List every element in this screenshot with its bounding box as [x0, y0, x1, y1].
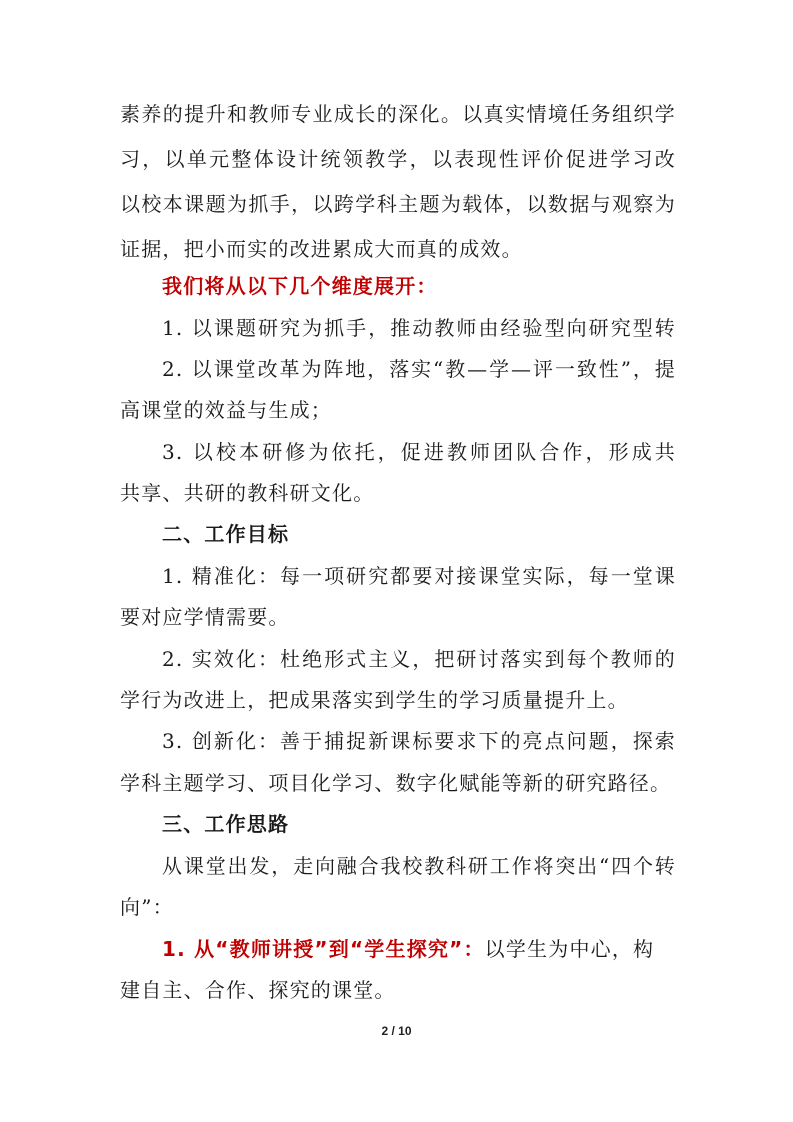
- shift-1-text: 以学生为中心，构: [484, 937, 655, 961]
- dimensions-heading: 我们将从以下几个维度展开：: [162, 274, 438, 298]
- page-number: 2 / 10: [381, 1024, 412, 1038]
- list-item-shift-1: [162, 934, 676, 964]
- section-title-approach: 三、工作思路: [162, 812, 290, 836]
- list-item-dimension-2: 2. 以课堂改革为阵地，落实“教—学—评一致性”，提: [162, 357, 676, 381]
- paragraph-line: 习，以单元整体设计统领教学，以表现性评价促进学习改: [120, 147, 676, 171]
- approach-intro: 从课堂出发，走向融合我校教科研工作将突出“四个转: [162, 854, 676, 878]
- list-item-goal-3-cont: 学科主题学习、项目化学习、数字化赋能等新的研究路径。: [120, 771, 672, 795]
- list-item-goal-1: 1. 精准化：每一项研究都要对接课堂实际，每一堂课: [162, 564, 676, 588]
- paragraph-line: 以校本课题为抓手，以跨学科主题为载体，以数据与观察为: [120, 192, 676, 216]
- list-item-goal-2-cont: 学行为改进上，把成果落实到学生的学习质量提升上。: [120, 688, 629, 712]
- list-item-shift-1-cont: 建自主、合作、探究的课堂。: [120, 978, 396, 1002]
- list-item-dimension-3: 3. 以校本研修为依托，促进教师团队合作，形成共: [162, 440, 676, 464]
- section-title-goals: 二、工作目标: [162, 522, 290, 546]
- list-item-dimension-3-cont: 共享、共研的教科研文化。: [120, 481, 375, 505]
- list-item-goal-2: 2. 实效化：杜绝形式主义，把研讨落实到每个教师的: [162, 647, 676, 671]
- list-item-goal-1-cont: 要对应学情需要。: [120, 605, 290, 629]
- list-item-goal-3: 3. 创新化：善于捕捉新课标要求下的亮点问题，探索: [162, 729, 676, 753]
- shift-1-label: 1. 从“教师讲授”到“学生探究”：: [162, 937, 485, 961]
- list-item-dimension-2-cont: 高课堂的效益与生成；: [120, 398, 332, 422]
- paragraph-line: 证据，把小而实的改进累成大而真的成效。: [120, 237, 523, 261]
- list-item-dimension-1: 1. 以课题研究为抓手，推动教师由经验型向研究型转: [162, 316, 676, 340]
- approach-intro-cont: 向”：: [120, 895, 174, 919]
- paragraph-line: 素养的提升和教师专业成长的深化。以真实情境任务组织学: [120, 102, 676, 126]
